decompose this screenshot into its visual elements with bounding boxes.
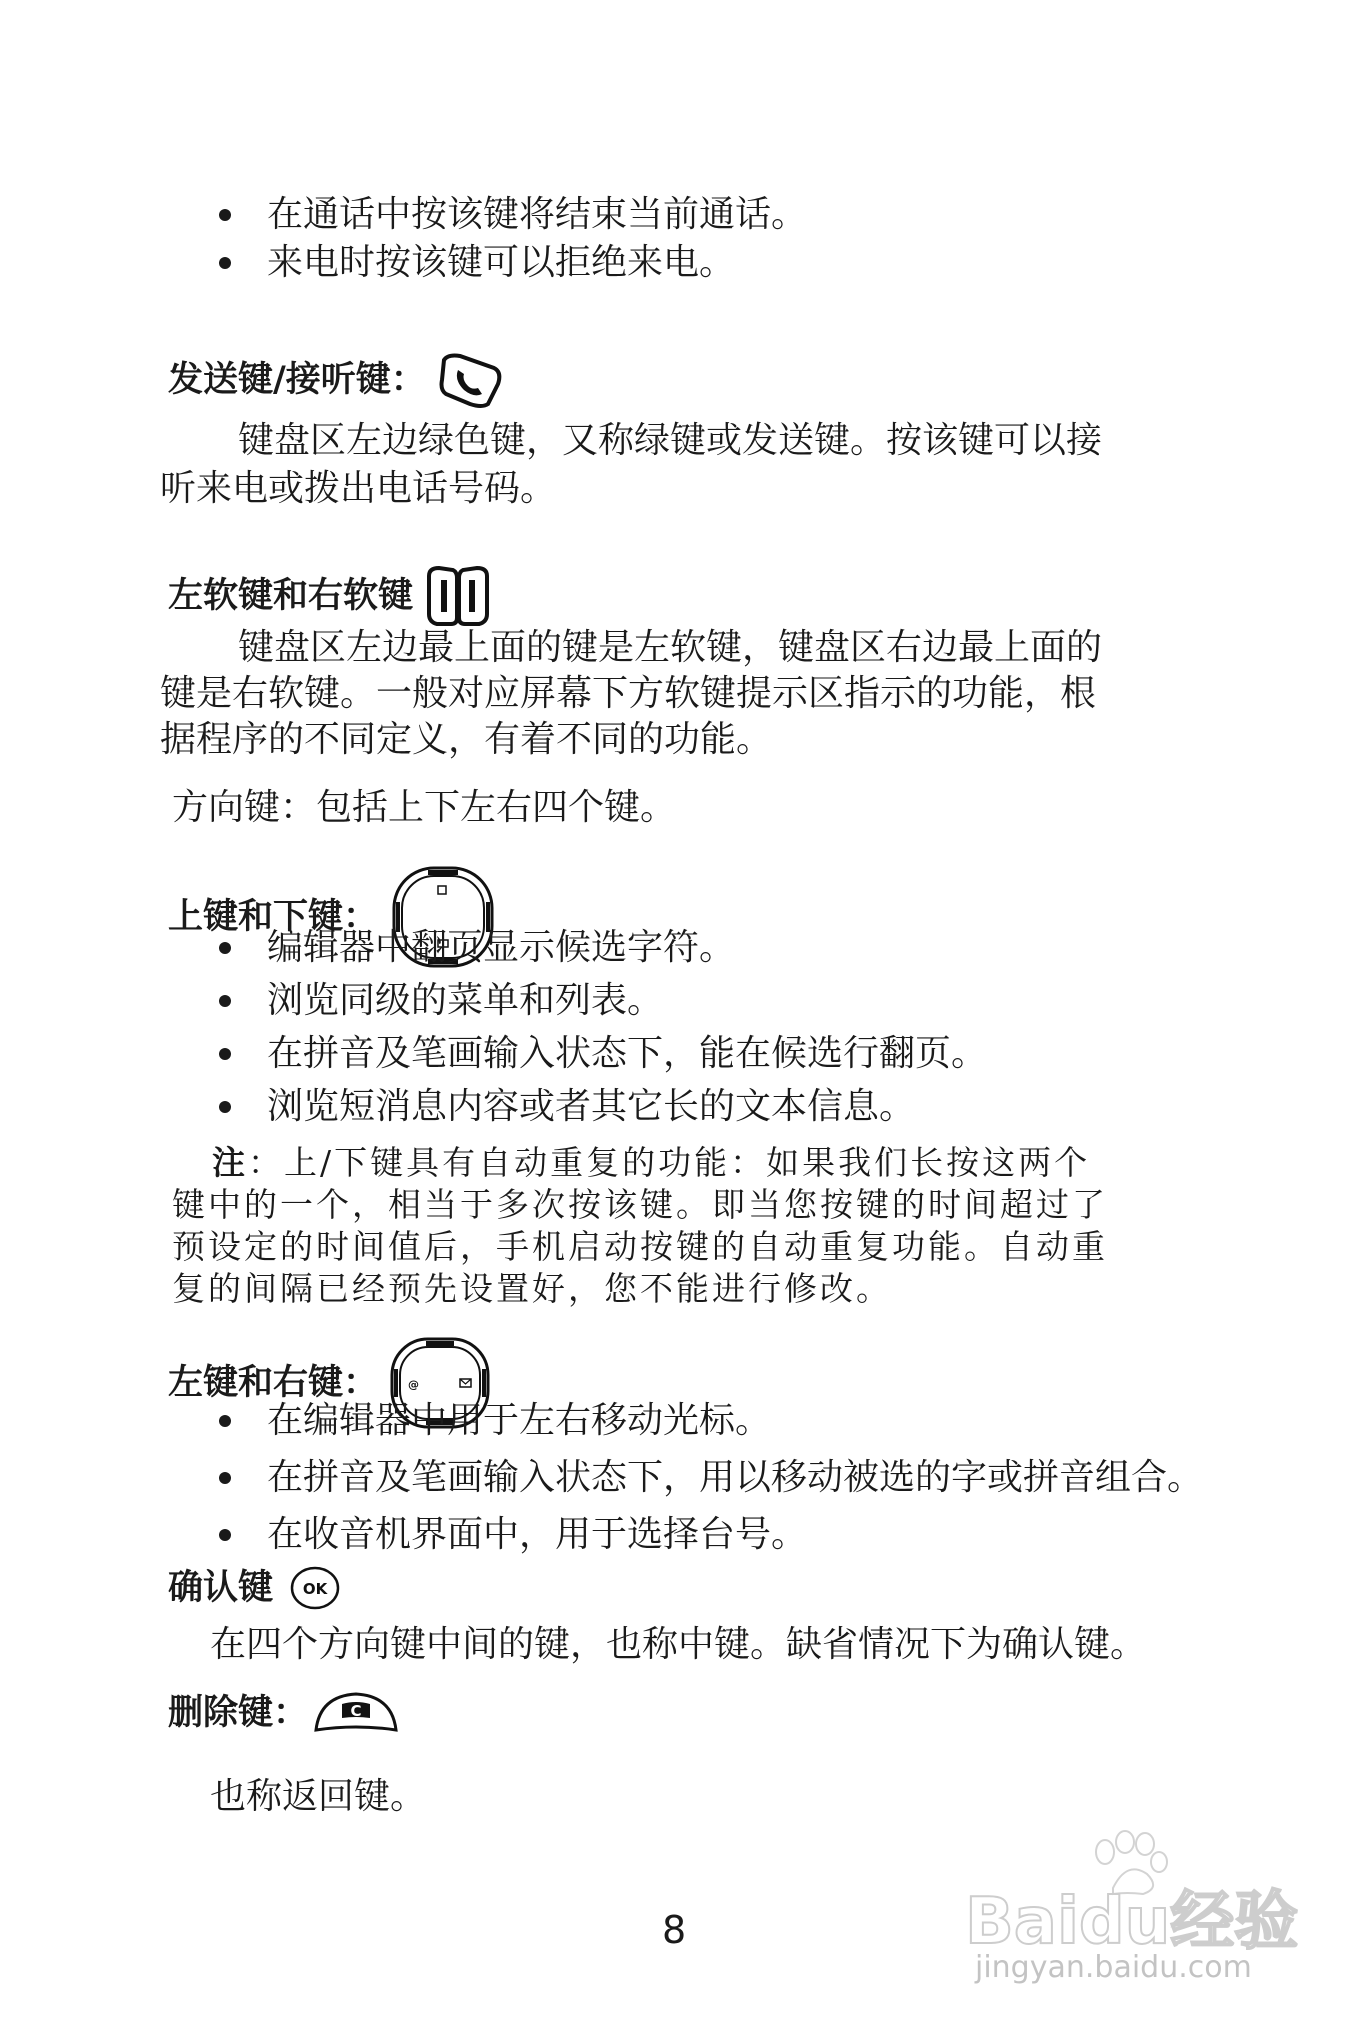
bullet-icon — [219, 257, 231, 269]
soft-keys-icon — [423, 564, 493, 628]
delete-key-heading: 删除键： C — [168, 1690, 400, 1736]
note-line1: 注：上/下键具有自动重复的功能：如果我们长按这两个 — [212, 1143, 1091, 1182]
watermark-brand: Baidu经验 — [965, 1885, 1299, 1959]
list-item: 编辑器中翻页显示候选字符。 — [215, 930, 987, 966]
up-down-keys-heading: 上键和下键： — [168, 862, 498, 972]
phone-handset-icon — [436, 350, 506, 410]
ok-key-heading: 确认键 OK — [168, 1565, 341, 1611]
send-key-desc-line1: 键盘区左边绿色键，又称绿键或发送键。按该键可以接 — [238, 420, 1103, 461]
bullet-icon — [219, 1472, 231, 1484]
svg-text:@: @ — [408, 1378, 420, 1391]
clear-icon-label: C — [350, 1702, 362, 1720]
soft-keys-desc-line3: 据程序的不同定义，有着不同的功能。 — [160, 719, 773, 760]
list-item: 在通话中按该键将结束当前通话。 — [215, 197, 807, 233]
bullet-icon — [219, 942, 231, 954]
direction-keys-text: 方向键：包括上下左右四个键。 — [172, 787, 677, 828]
clear-key-icon — [312, 1690, 400, 1736]
send-key-desc-line2: 听来电或拨出电话号码。 — [160, 468, 557, 509]
bullet-icon — [219, 209, 231, 221]
note-line3: 预设定的时间值后，手机启动按键的自动重复功能。自动重 — [172, 1227, 1108, 1266]
end-key-bullet-list — [215, 194, 808, 283]
delete-key-desc: 也称返回键。 — [210, 1776, 427, 1817]
list-item: 在编辑器中用于左右移动光标。 — [215, 1403, 1203, 1439]
left-right-keys-bullet-list — [215, 1400, 1204, 1555]
watermark-url: jingyan.baidu.com — [975, 1950, 1252, 1985]
list-item: 在拼音及笔画输入状态下，能在候选行翻页。 — [215, 1036, 987, 1072]
soft-keys-heading: 左软键和右软键 — [168, 564, 493, 628]
bullet-icon — [219, 1048, 231, 1060]
note-line2: 键中的一个，相当于多次按该键。即当您按键的时间超过了 — [172, 1185, 1108, 1224]
soft-keys-desc-line1: 键盘区左边最上面的键是左软键，键盘区右边最上面的 — [238, 627, 1103, 668]
ok-key-desc: 在四个方向键中间的键，也称中键。缺省情况下为确认键。 — [210, 1624, 1147, 1665]
list-item: 来电时按该键可以拒绝来电。 — [215, 245, 807, 281]
list-item: 在收音机界面中，用于选择台号。 — [215, 1517, 1203, 1553]
bullet-icon — [219, 1529, 231, 1541]
ok-icon-label: OK — [302, 1580, 328, 1598]
bullet-icon — [219, 995, 231, 1007]
soft-keys-desc-line2: 键是右软键。一般对应屏幕下方软键提示区指示的功能，根 — [160, 673, 1097, 714]
up-down-keys-bullet-list — [215, 927, 988, 1127]
ok-key-icon — [289, 1565, 341, 1611]
list-item: 浏览同级的菜单和列表。 — [215, 983, 987, 1019]
send-key-heading: 发送键/接听键： — [168, 350, 506, 410]
baidu-jingyan-watermark — [965, 1830, 1299, 1990]
left-right-keys-heading: 左键和右键： @ — [168, 1335, 492, 1431]
bullet-icon — [219, 1101, 231, 1113]
bullet-icon — [219, 1415, 231, 1427]
list-item: 在拼音及笔画输入状态下，用以移动被选的字或拼音组合。 — [215, 1460, 1203, 1496]
list-item: 浏览短消息内容或者其它长的文本信息。 — [215, 1089, 987, 1125]
page-number: 8 — [662, 1908, 687, 1952]
note-line4: 复的间隔已经预先设置好，您不能进行修改。 — [172, 1269, 892, 1308]
